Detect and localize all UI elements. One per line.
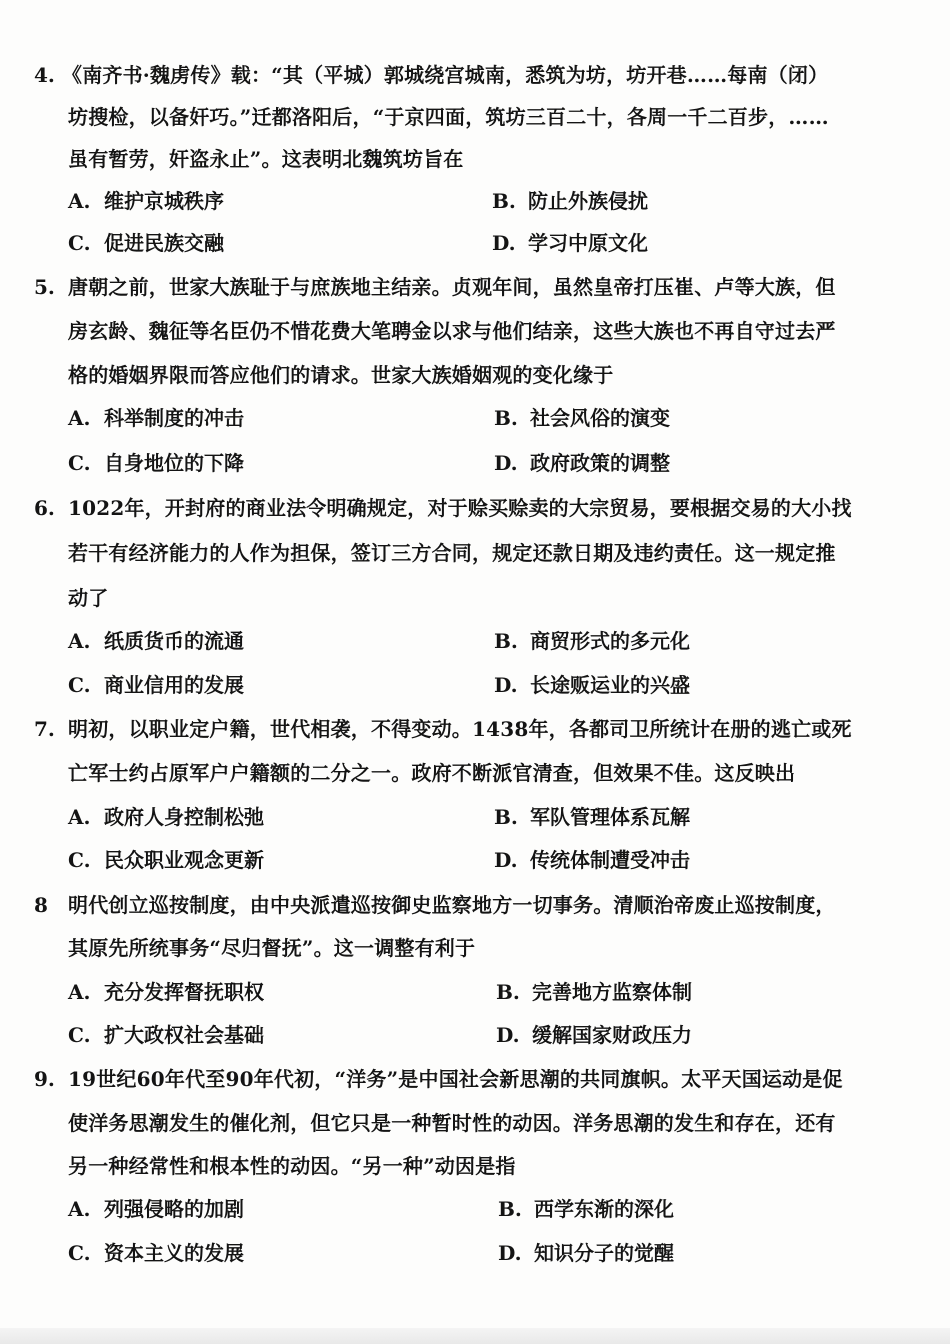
option-letter: D.: [494, 848, 518, 872]
option-letter: A.: [68, 1197, 91, 1221]
option-d: [494, 450, 670, 476]
option-letter: C.: [68, 231, 91, 255]
question-stem-line: 使洋务思潮发生的催化剂，但它只是一种暂时性的动因。洋务思潮的发生和存在，还有: [68, 1111, 836, 1135]
question-stem-line: 唐朝之前，世家大族耻于与庶族地主结亲。贞观年间，虽然皇帝打压崔、卢等大族，但: [68, 275, 836, 299]
option-c: [68, 1022, 264, 1048]
option-c: [68, 1240, 244, 1266]
option-text: 传统体制遭受冲击: [530, 848, 690, 872]
option-c: [68, 672, 244, 698]
option-letter: B.: [492, 189, 516, 213]
question-number: 5.: [34, 275, 55, 299]
option-a: [68, 804, 264, 830]
option-d: [492, 230, 648, 256]
question-stem-line: 1022年，开封府的商业法令明确规定，对于赊买赊卖的大宗贸易，要根据交易的大小找: [68, 496, 852, 520]
option-letter: D.: [492, 231, 516, 255]
option-text: 商贸形式的多元化: [530, 629, 690, 653]
question-number: 7.: [34, 717, 55, 741]
question-stem-line: 动了: [68, 586, 109, 610]
option-text: 科举制度的冲击: [104, 406, 244, 430]
question-number: 9.: [34, 1067, 55, 1091]
option-text: 资本主义的发展: [104, 1241, 244, 1265]
option-letter: D.: [498, 1241, 522, 1265]
option-letter: D.: [494, 673, 518, 697]
option-d: [496, 1022, 692, 1048]
option-letter: B.: [494, 629, 518, 653]
question-stem-line: 格的婚姻界限而答应他们的请求。世家大族婚姻观的变化缘于: [68, 363, 614, 387]
question-stem-line: 另一种经常性和根本性的动因。“另一种”动因是指: [68, 1154, 516, 1178]
option-d: [498, 1240, 674, 1266]
option-d: [494, 847, 690, 873]
question-stem-line: 明初，以职业定户籍，世代相袭，不得变动。1438年，各都司卫所统计在册的逃亡或死: [68, 717, 852, 741]
option-text: 军队管理体系瓦解: [530, 805, 690, 829]
option-text: 防止外族侵扰: [528, 189, 648, 213]
question-stem-line: 房玄龄、魏征等名臣仍不惜花费大笔聘金以求与他们结亲，这些大族也不再自守过去严: [68, 319, 836, 343]
option-text: 自身地位的下降: [104, 451, 244, 475]
option-a: [68, 188, 224, 214]
option-text: 政府人身控制松弛: [104, 805, 264, 829]
option-letter: D.: [496, 1023, 520, 1047]
option-letter: A.: [68, 805, 91, 829]
option-text: 政府政策的调整: [530, 451, 670, 475]
option-a: [68, 405, 244, 431]
question-stem-line: 若干有经济能力的人作为担保，签订三方合同，规定还款日期及违约责任。这一规定推: [68, 541, 836, 565]
option-letter: B.: [494, 406, 518, 430]
option-d: [494, 672, 690, 698]
scan-bottom-edge: [0, 1328, 950, 1344]
option-text: 社会风俗的演变: [530, 406, 670, 430]
option-b: [494, 804, 690, 830]
question-stem-line: 坊搜检，以备奸巧。”迁都洛阳后，“于京四面，筑坊三百二十，各周一千二百步，……: [68, 105, 829, 129]
option-c: [68, 230, 224, 256]
option-letter: C.: [68, 848, 91, 872]
option-text: 充分发挥督抚职权: [104, 980, 264, 1004]
option-letter: C.: [68, 1023, 91, 1047]
option-text: 促进民族交融: [104, 231, 224, 255]
option-letter: A.: [68, 629, 91, 653]
option-text: 商业信用的发展: [104, 673, 244, 697]
option-b: [496, 979, 692, 1005]
question-stem-line: 虽有暂劳，奸盗永止”。这表明北魏筑坊旨在: [68, 147, 464, 171]
option-letter: B.: [494, 805, 518, 829]
option-a: [68, 979, 264, 1005]
option-text: 扩大政权社会基础: [104, 1023, 264, 1047]
question-stem-line: 《南齐书·魏虏传》载：“其（平城）郭城绕宫城南，悉筑为坊，坊开巷……每南（闭）: [62, 63, 829, 87]
option-letter: A.: [68, 980, 91, 1004]
option-c: [68, 847, 264, 873]
option-text: 民众职业观念更新: [104, 848, 264, 872]
option-a: [68, 1196, 244, 1222]
option-b: [492, 188, 648, 214]
question-stem-line: 明代创立巡按制度，由中央派遣巡按御史监察地方一切事务。清顺治帝废止巡按制度，: [68, 893, 836, 917]
option-text: 长途贩运业的兴盛: [530, 673, 690, 697]
option-text: 学习中原文化: [528, 231, 648, 255]
option-letter: C.: [68, 451, 91, 475]
option-a: [68, 628, 244, 654]
option-b: [494, 405, 670, 431]
question-stem-line: 19世纪60年代至90年代初，“洋务”是中国社会新思潮的共同旗帜。太平天国运动是促: [68, 1067, 843, 1091]
option-b: [494, 628, 690, 654]
question-number: 4.: [34, 63, 55, 87]
option-letter: C.: [68, 673, 91, 697]
option-b: [498, 1196, 674, 1222]
option-letter: A.: [68, 406, 91, 430]
question-number: 8: [34, 893, 48, 917]
option-text: 纸质货币的流通: [104, 629, 244, 653]
question-stem-line: 亡军士约占原军户户籍额的二分之一。政府不断派官清查，但效果不佳。这反映出: [68, 761, 796, 785]
option-text: 维护京城秩序: [104, 189, 224, 213]
option-letter: D.: [494, 451, 518, 475]
option-c: [68, 450, 244, 476]
option-text: 列强侵略的加剧: [104, 1197, 244, 1221]
option-text: 知识分子的觉醒: [534, 1241, 674, 1265]
option-letter: B.: [496, 980, 520, 1004]
option-text: 完善地方监察体制: [532, 980, 692, 1004]
option-letter: A.: [68, 189, 91, 213]
option-letter: B.: [498, 1197, 522, 1221]
option-text: 西学东渐的深化: [534, 1197, 674, 1221]
option-letter: C.: [68, 1241, 91, 1265]
option-text: 缓解国家财政压力: [532, 1023, 692, 1047]
question-stem-line: 其原先所统事务“尽归督抚”。这一调整有利于: [68, 936, 476, 960]
question-number: 6.: [34, 496, 55, 520]
